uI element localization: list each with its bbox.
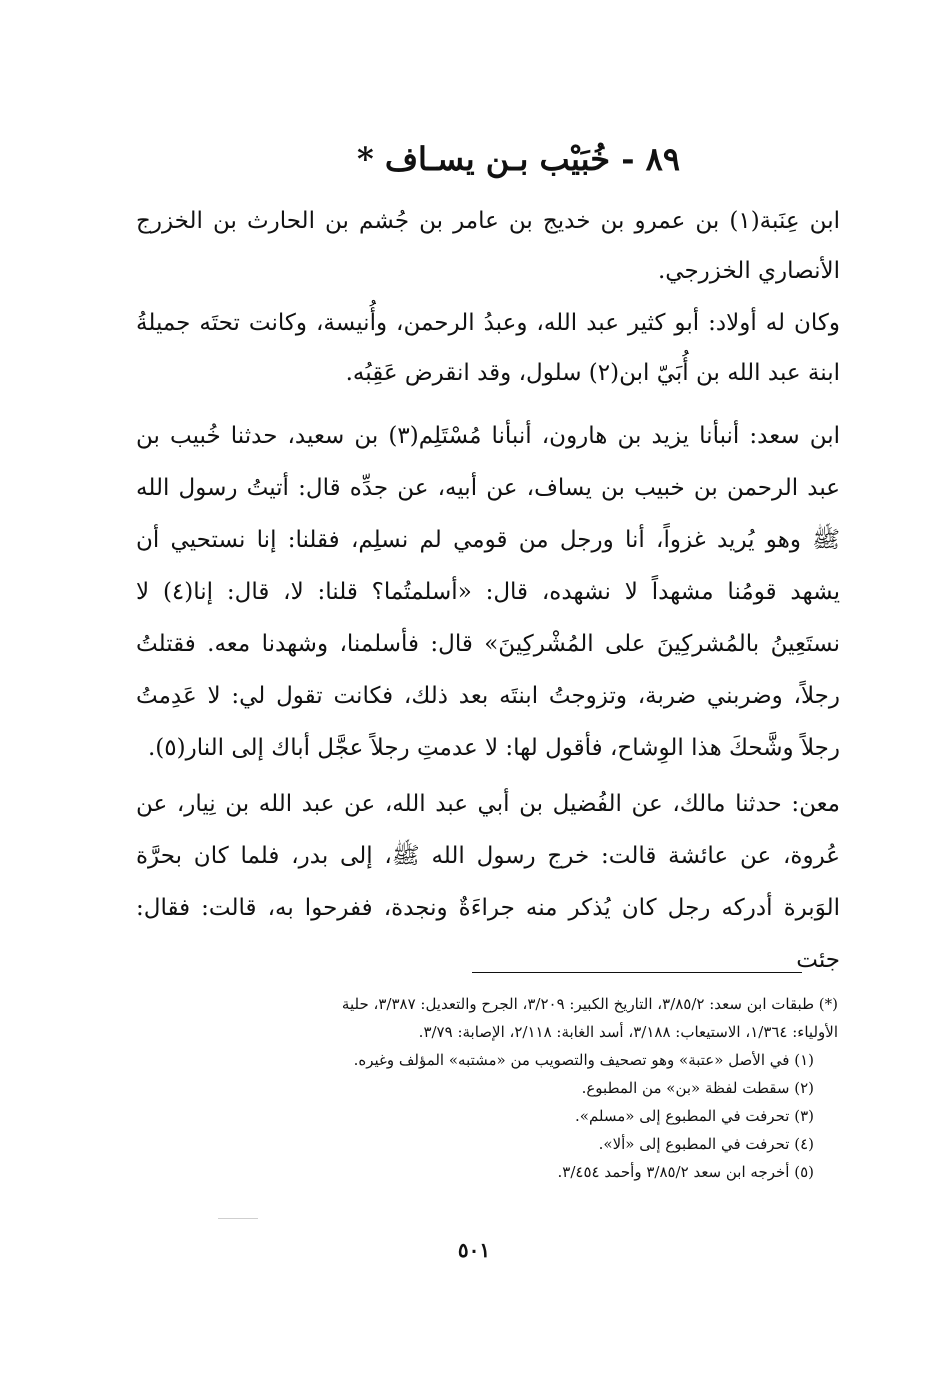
page-number: ٥٠١ — [457, 1238, 491, 1262]
footnote-item: (١) في الأصل «عتبة» وهو تصحيف والتصويب من «مشتبه» المؤلف وغيره. — [353, 1051, 814, 1069]
paragraph-lineage: ابن عِنَبة(١) بن عمرو بن خديج بن عامر بن جُشم بن الحارث بن الخزرج الأنصاري الخزرجي. — [136, 208, 840, 284]
footnote-item: (٢) سقطت لفظة «بن» من المطبوع. — [581, 1079, 814, 1097]
paragraph-children: وكان له أولاد: أبو كثير عبد الله، وعبدُ الرحمن، وأُنيسة، وكانت تحتَه جميلةُ ابنة عبد الله بن أُبَيّ ابن(٢) سلول، وقد انقرض عَقِبُه. — [136, 310, 840, 386]
paragraph-text: ابن سعد: أنبأنا يزيد بن هارون، أنبأنا مُسْتَلِم(٣) بن سعيد، حدثنا خُبيب بن عبد الرحمن بن خبيب بن يساف، عن أبيه، عن جدِّه قال: أتيتُ رسول الله ﷺ وهو يُريد غزواً، أنا ورجل من قومي لم نسلِم، فقلنا: إنا نستحيي أن يشهد قومُنا مشهداً لا نشهده، قال: «أسلمتُما؟ قلنا: لا، قال: إنا(٤) لا نستَعِينُ بالمُشركِينَ على المُشْركِينَ» قال: فأسلمنا، وشهدنا معه. فقتلتُ رجلاً، وضربني ضربة، وتزوجتُ ابنتَه بعد ذلك، فكانت تقول لي: لا عَدِمتُ رجلاً وشَّحكَ هذا الوِشاح، فأقول لها: لا عدمتِ رجلاً عجَّل أباك إلى النار(٥). — [136, 423, 840, 761]
footnote-item: (٥) أخرجه ابن سعد ٣/٨٥/٢ وأحمد ٣/٤٥٤. — [557, 1163, 814, 1181]
footnote-sources-line: (*) طبقات ابن سعد: ٣/٨٥/٢، التاريخ الكبير: ٣/٢٠٩، الجرح والتعديل: ٣/٣٨٧، حلية — [341, 995, 838, 1013]
footnote-item: (٣) تحرفت في المطبوع إلى «مسلم». — [575, 1107, 814, 1125]
footnote-divider — [472, 972, 802, 973]
footnote-item: (٤) تحرفت في المطبوع إلى «ألا». — [598, 1135, 814, 1153]
footnote-sources-line: الأولياء: ١/٣٦٤، الاستيعاب: ٣/١٨٨، أسد الغابة: ٢/١١٨، الإصابة: ٣/٧٩. — [418, 1023, 838, 1041]
paragraph-text: معن: حدثنا مالك، عن الفُضيل بن أبي عبد الله، عن عبد الله بن نِيار، عن عُروة، عن عائشة قالت: خرج رسول الله ﷺ، إلى بدر، فلما كان بحرَّة الوَبرة أدركه رجل كان يُذكر منه جراءَةٌ ونجدة، ففرحوا به، قالت: فقال: جئت — [136, 791, 840, 973]
paragraph-ibn-saad-narration — [136, 410, 840, 774]
end-divider — [218, 1218, 258, 1219]
footnotes-section — [120, 990, 838, 1186]
paragraph-maan-narration — [136, 778, 840, 986]
biography-heading: ٨٩ - خُبَيْب بـن يسـاف * — [357, 140, 680, 178]
